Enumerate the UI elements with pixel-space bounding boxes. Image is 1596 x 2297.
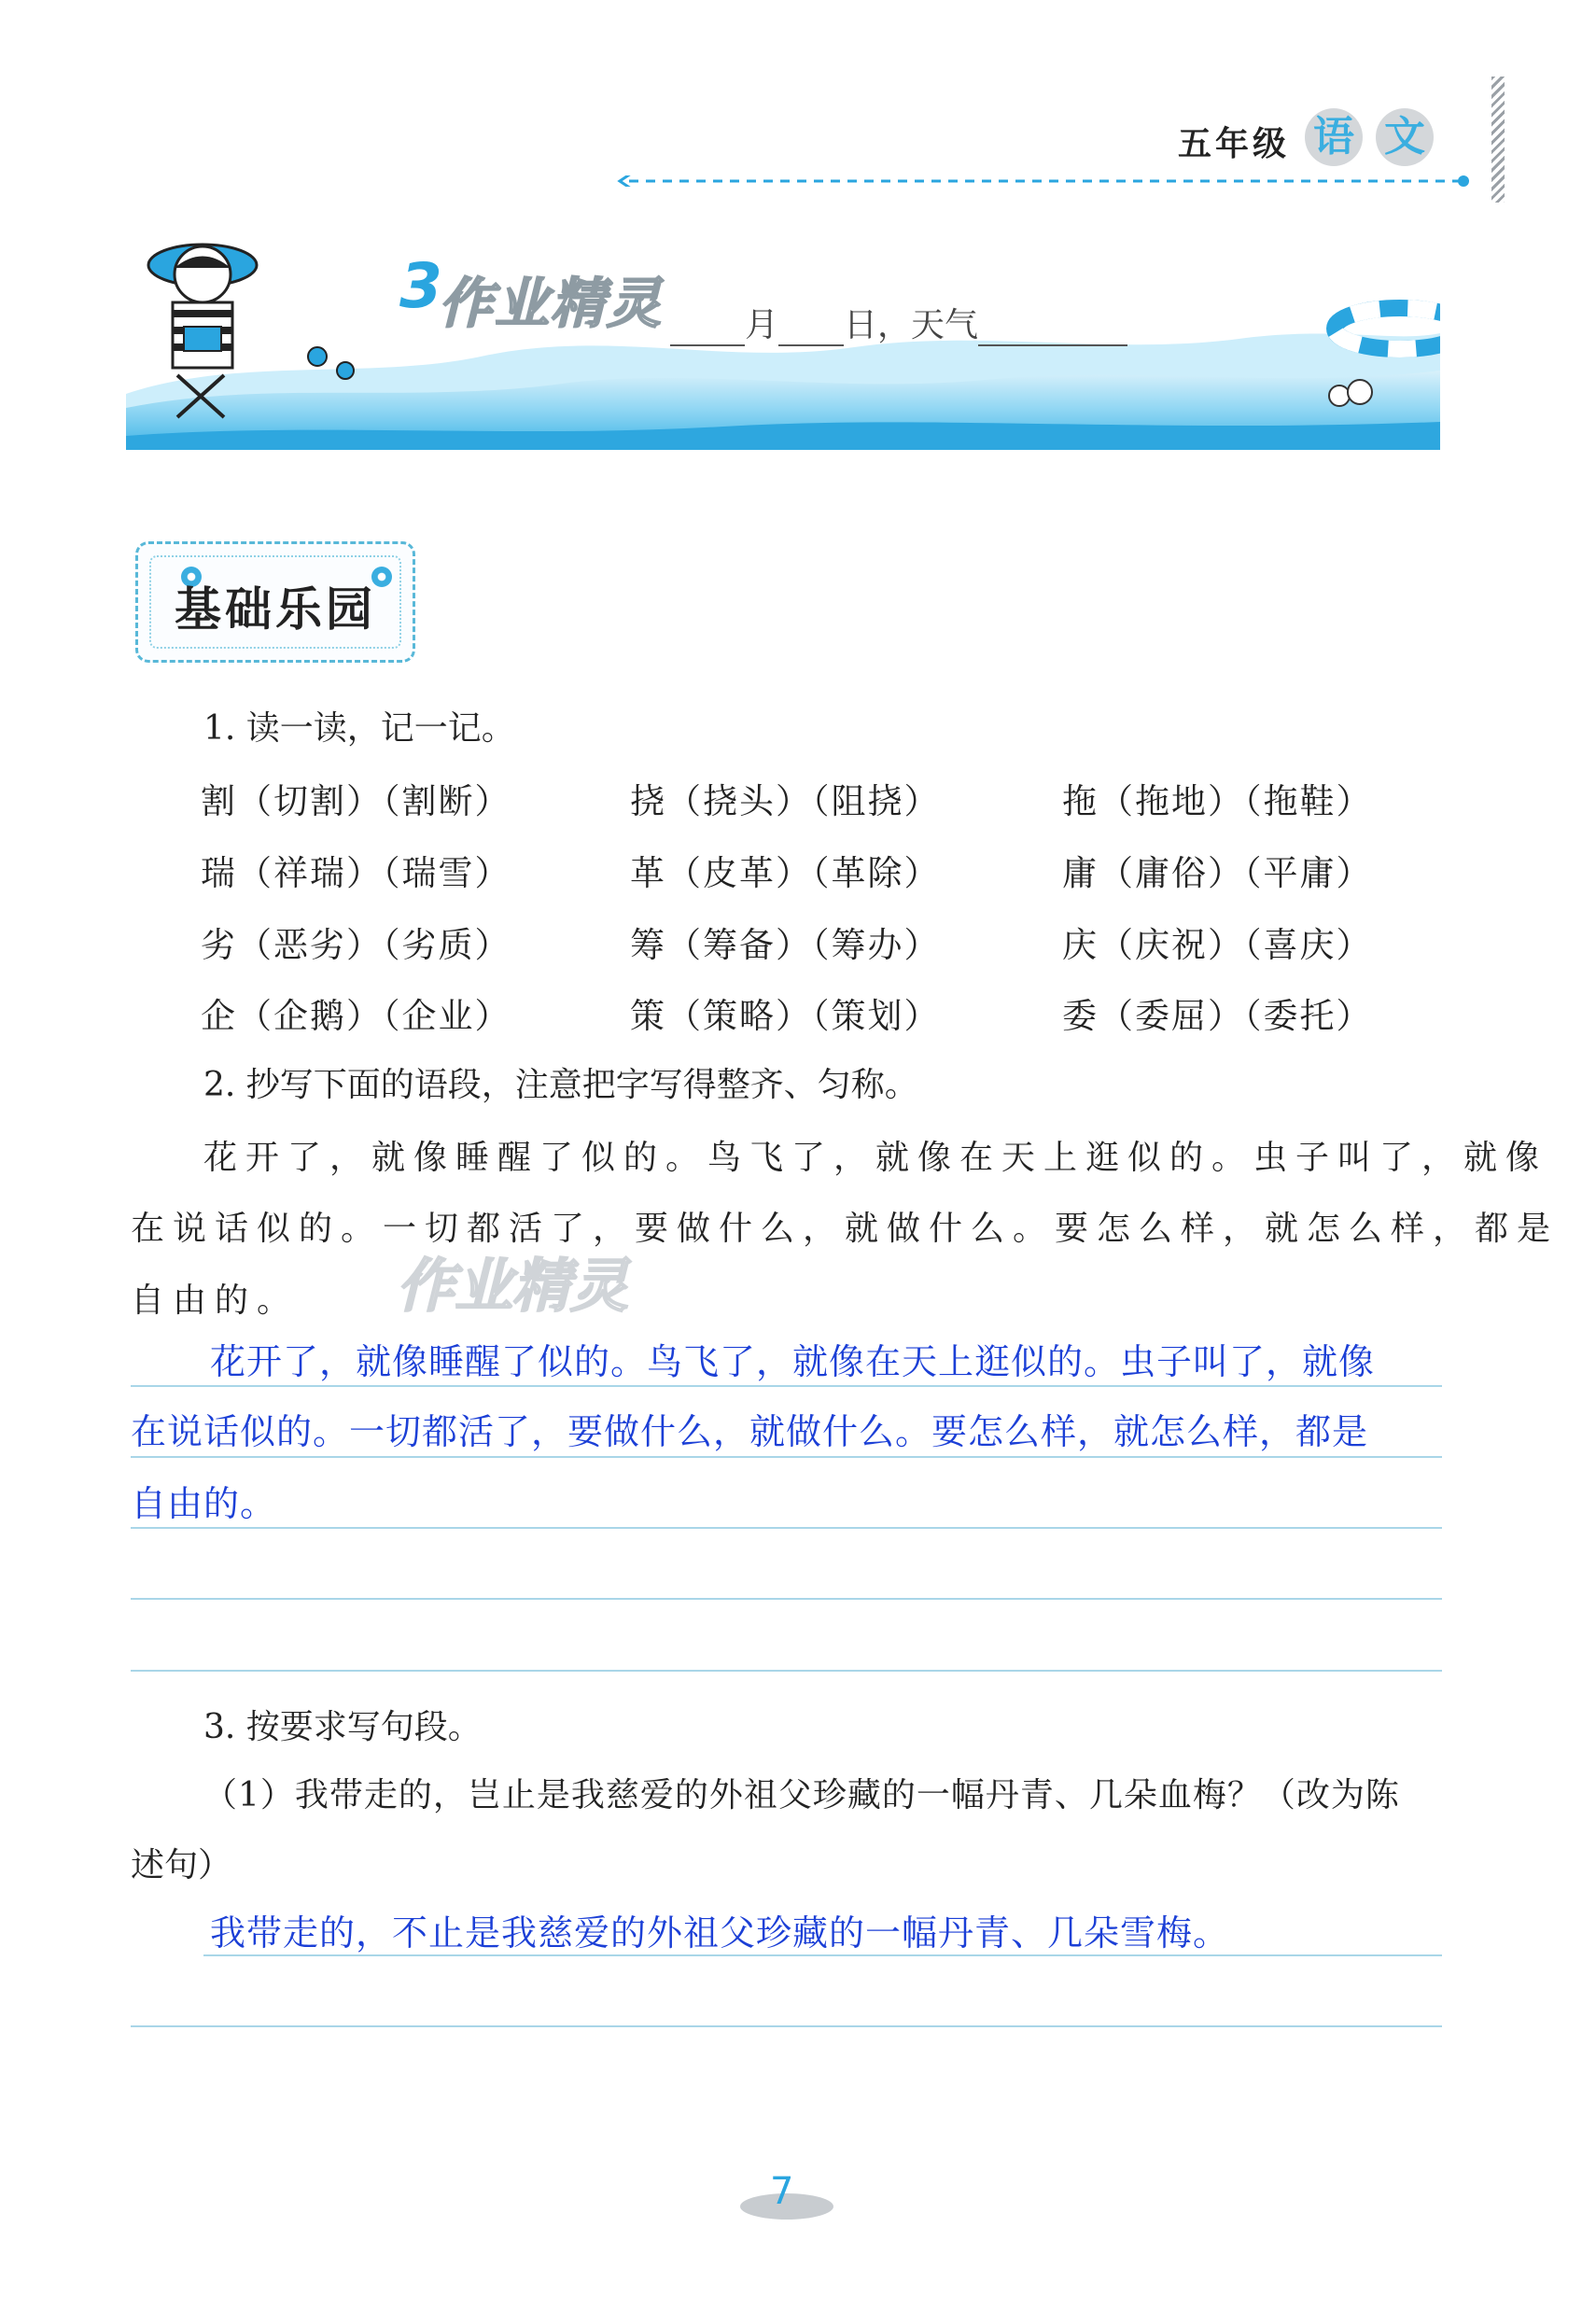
vocab-cell: 庆（庆祝）（喜庆） <box>1062 925 1373 965</box>
vocab-cell: 割（切割）（割断） <box>201 781 511 821</box>
page-edge-hatch <box>1491 77 1505 203</box>
vocab-cell: 委（委屈）（委托） <box>1062 996 1373 1036</box>
vocab-cell: 革（皮革）（革除） <box>630 853 941 893</box>
q2-answer-line[interactable]: 在说话似的。一切都活了，要做什么，就做什么。要怎么样，就怎么样，都是 <box>131 1411 1369 1452</box>
subject-char-1: 语 <box>1305 108 1363 166</box>
writing-line <box>131 1598 1442 1600</box>
vocab-cell: 瑞（祥瑞）（瑞雪） <box>201 853 511 893</box>
vocab-cell: 企（企鹅）（企业） <box>201 996 511 1036</box>
date-weather-line: 月 日，天气 <box>670 299 1127 346</box>
page-number: 7 <box>770 2170 794 2213</box>
section-title: 基础乐园 <box>175 582 376 637</box>
q3-prompt: 3. 按要求写句段。 <box>203 1708 482 1746</box>
q2-paragraph-line: 在说话似的。一切都活了，要做什么，就做什么。要怎么样，就怎么样，都是 <box>131 1210 1560 1248</box>
writing-line <box>131 1385 1442 1387</box>
q1-prompt: 1. 读一读，记一记。 <box>203 709 515 748</box>
q2-answer-line[interactable]: 花开了，就像睡醒了似的。鸟飞了，就像在天上逛似的。虫子叫了，就像 <box>210 1341 1376 1382</box>
lesson-number: 3 <box>399 250 442 322</box>
grade-label: 五年级 <box>1178 125 1291 163</box>
subject-char-2: 文 <box>1376 108 1434 166</box>
vocab-cell: 拖（拖地）（拖鞋） <box>1062 781 1373 821</box>
day-label: 日 <box>844 306 878 344</box>
q2-paragraph-line: 花开了，就像睡醒了似的。鸟飞了，就像在天上逛似的。虫子叫了，就像 <box>203 1139 1548 1177</box>
q2-prompt: 2. 抄写下面的语段，注意把字写得整齐、匀称。 <box>203 1066 918 1104</box>
writing-line <box>131 1527 1442 1529</box>
writing-line <box>203 1954 1442 1956</box>
lesson-title-watermark: 作业精灵 <box>439 272 664 335</box>
section-badge <box>135 541 415 663</box>
q3-sub1-answer[interactable]: 我带走的，不止是我慈爱的外祖父珍藏的一幅丹青、几朵雪梅。 <box>210 1912 1230 1954</box>
day-blank[interactable] <box>778 315 844 346</box>
q2-answer-line[interactable]: 自由的。 <box>131 1483 277 1524</box>
vocab-cell: 庸（庸俗）（平庸） <box>1062 853 1373 893</box>
q3-sub1-question: （1）我带走的，岂止是我慈爱的外祖父珍藏的一幅丹青、几朵血梅？（改为陈 <box>203 1776 1400 1814</box>
weather-blank[interactable] <box>978 315 1127 346</box>
writing-line <box>131 1456 1442 1458</box>
weather-label: 天气 <box>911 306 979 344</box>
vocab-cell: 筹（筹备）（筹办） <box>630 925 941 965</box>
q3-sub1-question-cont: 述句） <box>131 1846 232 1884</box>
vocab-cell: 策（策略）（策划） <box>630 996 941 1036</box>
month-label: 月 <box>745 306 779 344</box>
writing-line <box>131 2025 1442 2027</box>
header-dashed-arrow <box>616 175 1475 187</box>
q2-paragraph-line: 自由的。 <box>131 1282 300 1320</box>
writing-line <box>131 1670 1442 1672</box>
month-blank[interactable] <box>670 315 745 346</box>
vocab-cell: 挠（挠头）（阻挠） <box>630 781 941 821</box>
watermark: 作业精灵 <box>397 1252 629 1320</box>
vocab-cell: 劣（恶劣）（劣质） <box>201 925 511 965</box>
